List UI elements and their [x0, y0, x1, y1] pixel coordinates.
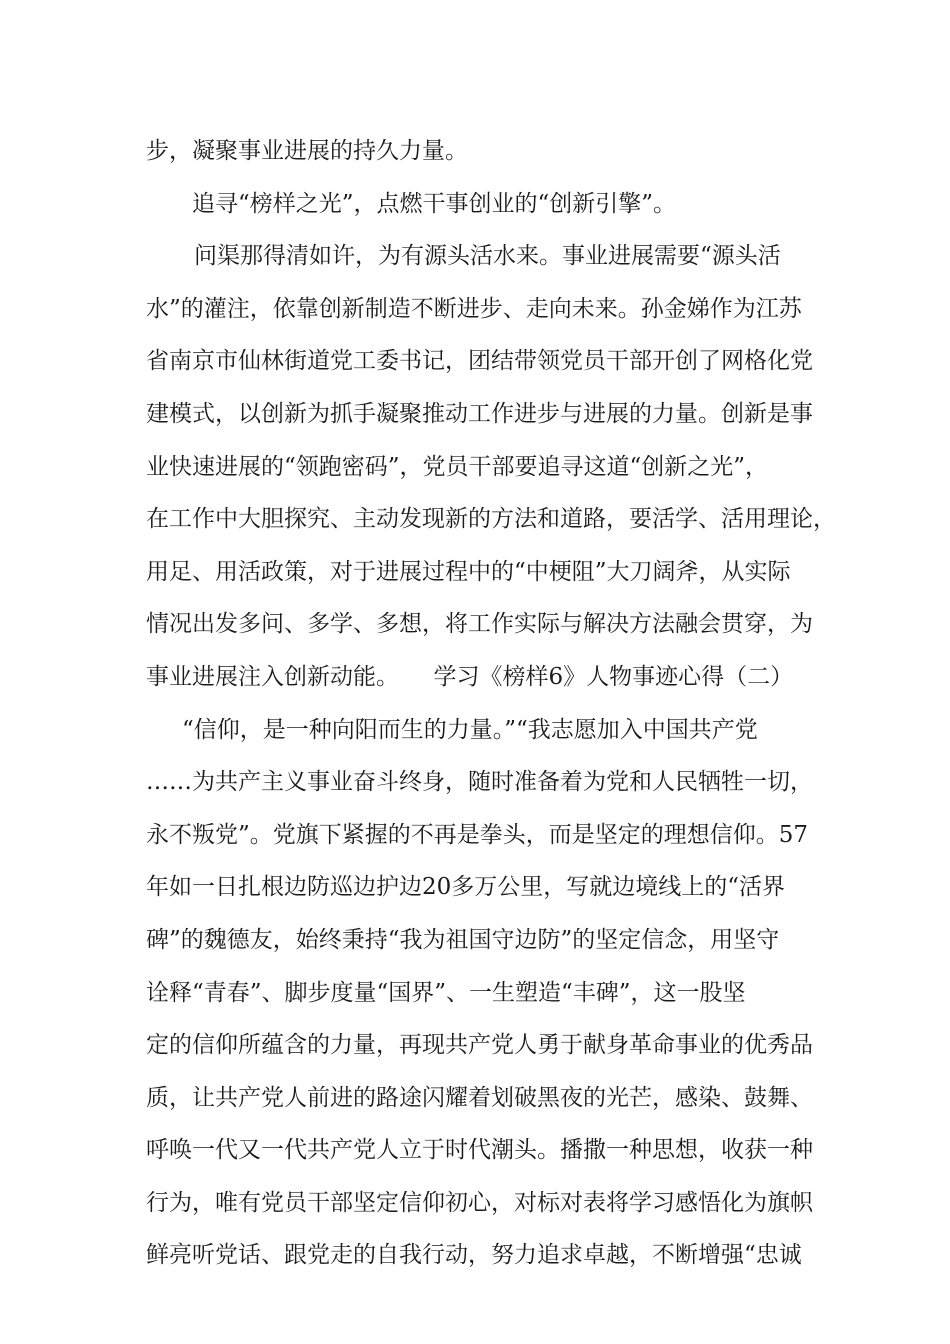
text-line: 质，让共产党人前进的路途闪耀着划破黑夜的光芒，感染、鼓舞、: [146, 1084, 813, 1111]
text-line: 永不叛党”。党旗下紧握的不再是拳头，而是坚定的理想信仰。57: [146, 821, 809, 848]
text-line: 呼唤一代又一代共产党人立于时代潮头。播撒一种思想，收获一种: [146, 1137, 813, 1164]
text-line: 事业进展注入创新动能。 学习《榜样6》人物事迹心得（二）: [146, 663, 794, 690]
text-line: 步，凝聚事业进展的持久力量。: [146, 138, 468, 164]
section-heading: 追寻“榜样之光”，点燃干事创业的“创新引擎”。: [192, 190, 677, 217]
text-line: 省南京市仙林街道党工委书记，团结带领党员干部开创了网格化党: [146, 348, 813, 375]
text-line: 碑”的魏德友，始终秉持“我为祖国守边防”的坚定信念，用坚守: [146, 926, 780, 953]
text-line: 情况出发多问、多学、多想，将工作实际与解决方法融会贯穿，为: [146, 611, 813, 638]
text-line: “信仰，是一种向阳而生的力量。”“我志愿加入中国共产党: [182, 716, 758, 743]
text-line: 诠释“青春”、脚步度量“国界”、一生塑造“丰碑”，这一股坚: [146, 979, 746, 1006]
text-line: 在工作中大胆探究、主动发现新的方法和道路，要活学、活用理论，: [146, 506, 836, 533]
text-line: ……为共产主义事业奋斗终身，随时准备着为党和人民牺牲一切，: [146, 769, 813, 796]
text-line: 用足、用活政策，对于进展过程中的“中梗阻”大刀阔斧，从实际: [146, 558, 791, 585]
text-line: 鲜亮听党话、跟党走的自我行动，努力追求卓越，不断增强“忠诚: [146, 1242, 802, 1269]
text-line: 定的信仰所蕴含的力量，再现共产党人勇于献身革命事业的优秀品: [146, 1032, 813, 1059]
document-body: [146, 129, 836, 1286]
text-line: 行为，唯有党员干部坚定信仰初心，对标对表将学习感悟化为旗帜: [146, 1189, 813, 1216]
text-line: 建模式，以创新为抓手凝聚推动工作进步与进展的力量。创新是事: [146, 400, 813, 427]
text-line: 业快速进展的“领跑密码”，党员干部要追寻这道“创新之光”，: [146, 453, 769, 480]
text-line: 问渠那得清如许，为有源头活水来。事业进展需要“源头活: [194, 243, 781, 270]
text-line: 年如一日扎根边防巡边护边20多万公里，写就边境线上的“活界: [146, 874, 786, 901]
text-line: 水”的灌注，依靠创新制造不断进步、走向未来。孙金娣作为江苏: [146, 295, 802, 322]
